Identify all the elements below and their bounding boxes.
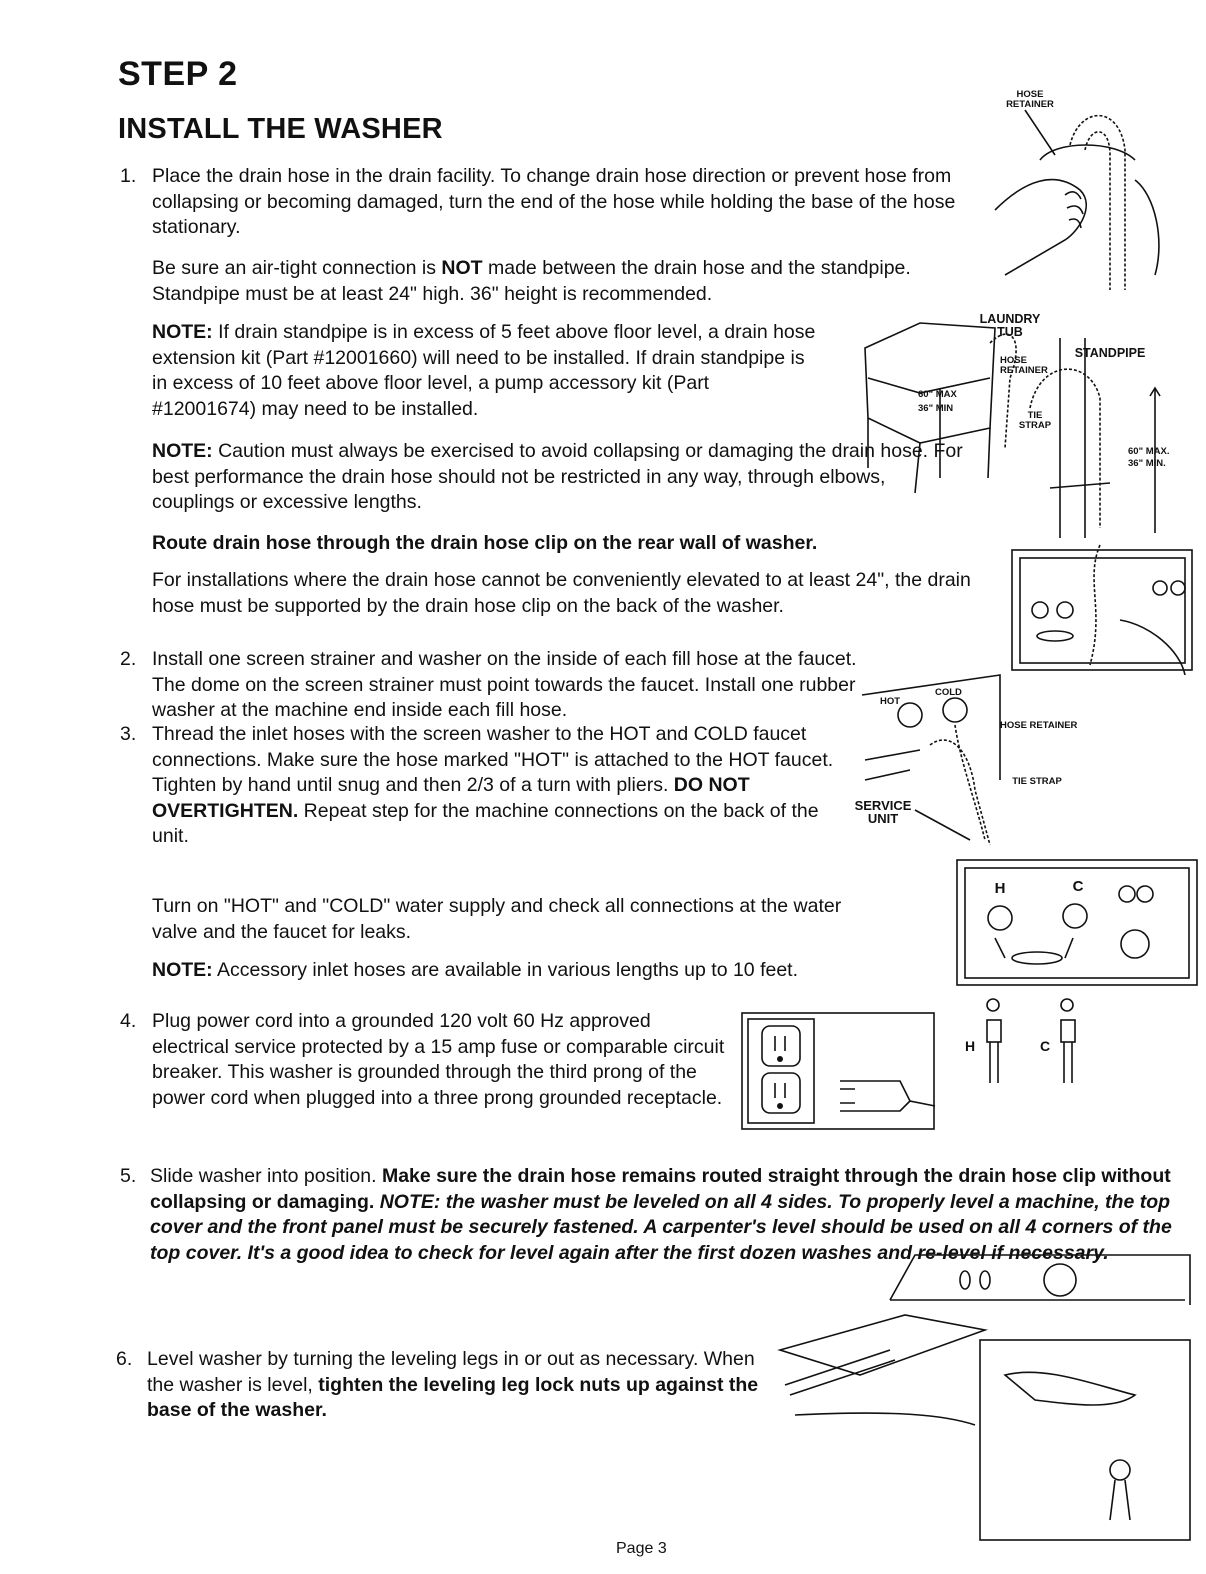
hot-cold-faucet-panel-illustration <box>955 858 1200 988</box>
step-3-leak-check: Turn on "HOT" and "COLD" water supply and check all connections at the water valve and the faucet for leaks. <box>152 895 842 943</box>
step-4-text: Plug power cord into a grounded 120 volt 60 Hz approved electrical service protected by a 15 amp fuse or comparable circuit breaker. This washer is grounded through the third prong of the power cord when plugged into a three prong grounded receptacle. <box>152 1010 725 1109</box>
step-1-note-1 <box>152 320 817 422</box>
label-cold-tag: COLD <box>935 687 962 698</box>
step-1-note-2 <box>152 439 972 516</box>
label-60-max-b: 60" MAX. <box>1128 446 1170 457</box>
step-3-note <box>152 958 932 984</box>
step-1-clip-note: For installations where the drain hose cannot be conveniently elevated to at least 24", the drain hose must be supported by the drain hose clip on the back of the washer. <box>152 569 971 617</box>
label-c-fitting: C <box>1039 1038 1051 1054</box>
label-h-fitting: H <box>964 1038 976 1054</box>
step-6-part1: Level washer by turning the leveling legs in or out as necessary. When the washer is level, <box>147 1348 755 1396</box>
label-hose-retainer-mid: HOSE RETAINER <box>1000 355 1048 376</box>
label-tie-strap-low: TIE STRAP <box>1012 776 1062 787</box>
note-text: Accessory inlet hoses are available in various lengths up to 10 feet. <box>212 959 799 981</box>
note-text: If drain standpipe is in excess of 5 feet above floor level, a drain hose extension kit (Part #12001660) will need to be installed. If drain standpipe is in excess of 10 feet above floor level, a pump accessory kit (Part #12001674) may need to be installed. <box>152 321 816 420</box>
label-hot-tag: HOT <box>880 696 901 707</box>
outlet-plug-illustration <box>740 1011 936 1131</box>
label-hose-retainer-top: HOSE RETAINER <box>1006 89 1054 110</box>
step-1-number: 1. <box>120 165 137 187</box>
drain-clip-panel-illustration <box>1010 540 1195 675</box>
step-5-note: NOTE: the washer must be leveled on all 4 sides. To properly level a machine, the top cover and the front panel must be securely fastened. A carpenter's level should be used on all 4 corners of the top cover. It's a good idea to check for level again after the first dozen washes and re-level if necessary. <box>150 1190 1172 1264</box>
note-label: NOTE: <box>152 321 213 343</box>
faucet-service-unit-illustration <box>860 670 1040 850</box>
label-service-unit: SERVICE UNIT <box>854 798 912 826</box>
step-2-number: 2. <box>120 648 137 670</box>
label-standpipe: STANDPIPE <box>1074 346 1146 360</box>
laundry-tub-standpipe-illustration <box>860 318 1160 543</box>
step-3-warning: DO NOT OVERTIGHTEN. <box>152 774 750 822</box>
hose-fittings-illustration <box>975 995 1085 1085</box>
label-36-min-b: 36" MIN. <box>1128 458 1166 469</box>
step-5-part1: Slide washer into position. <box>150 1165 382 1187</box>
step-6-text <box>147 1347 777 1424</box>
step-2-text: Install one screen strainer and washer on the inside of each fill hose at the faucet. The dome on the screen strainer must point towards the faucet. Install one rubber washer at the machine end inside each fill hose. <box>152 648 857 721</box>
label-h-panel: H <box>994 880 1006 897</box>
label-tie-strap: TIE STRAP <box>1018 410 1052 431</box>
note-label: NOTE: <box>152 440 213 462</box>
airtight-part1: Be sure an air-tight connection is <box>152 257 442 279</box>
step-1-text: Place the drain hose in the drain facility. To change drain hose direction or prevent hose from collapsing or becoming damaged, turn the end of the hose while holding the base of the hose stationary. <box>152 165 956 238</box>
step-5-number: 5. <box>120 1165 137 1187</box>
airtight-part2: made between the drain hose and the standpipe. Standpipe must be at least 24" high. 36" height is recommended. <box>152 257 911 305</box>
step-3-part2: Repeat step for the machine connections on the back of the unit. <box>152 799 819 847</box>
note-text: Caution must always be exercised to avoid collapsing or damaging the drain hose. For best performance the drain hose should not be restricted in any way, through elbows, couplings or excessive lengths. <box>152 440 963 513</box>
page-title: INSTALL THE WASHER <box>118 113 443 145</box>
label-laundry-tub: LAUNDRY TUB <box>979 312 1041 339</box>
step-3-text <box>152 722 842 850</box>
hose-retainer-illustration <box>985 100 1175 300</box>
label-36-min: 36" MIN <box>918 403 954 414</box>
step-1-airtight <box>152 256 912 307</box>
label-c-panel: C <box>1072 878 1084 895</box>
step-1-route: Route drain hose through the drain hose clip on the rear wall of washer. <box>152 532 818 554</box>
airtight-not: NOT <box>441 257 483 279</box>
step-5-bold: Make sure the drain hose remains routed straight through the drain hose clip without collapsing or damaging. <box>150 1165 1171 1213</box>
step-6-number: 6. <box>116 1348 133 1370</box>
note-label: NOTE: <box>152 959 213 981</box>
washer-leveling-illustration <box>775 1245 1195 1545</box>
step-3-part1: Thread the inlet hoses with the screen washer to the HOT and COLD faucet connections. Make sure the hose marked "HOT" is attached to the HOT faucet. Tighten by hand until snug and then 2/3 of a turn with pliers. <box>152 723 834 796</box>
step-4-number: 4. <box>120 1010 137 1032</box>
step-3-number: 3. <box>120 723 137 745</box>
label-hose-retainer-low: HOSE RETAINER <box>1000 720 1078 731</box>
step-heading: STEP 2 <box>118 55 238 93</box>
page-number: Page 3 <box>616 1540 667 1557</box>
label-60-max: 60" MAX <box>918 389 957 400</box>
step-6-bold: tighten the leveling leg lock nuts up against the base of the washer. <box>147 1373 759 1421</box>
